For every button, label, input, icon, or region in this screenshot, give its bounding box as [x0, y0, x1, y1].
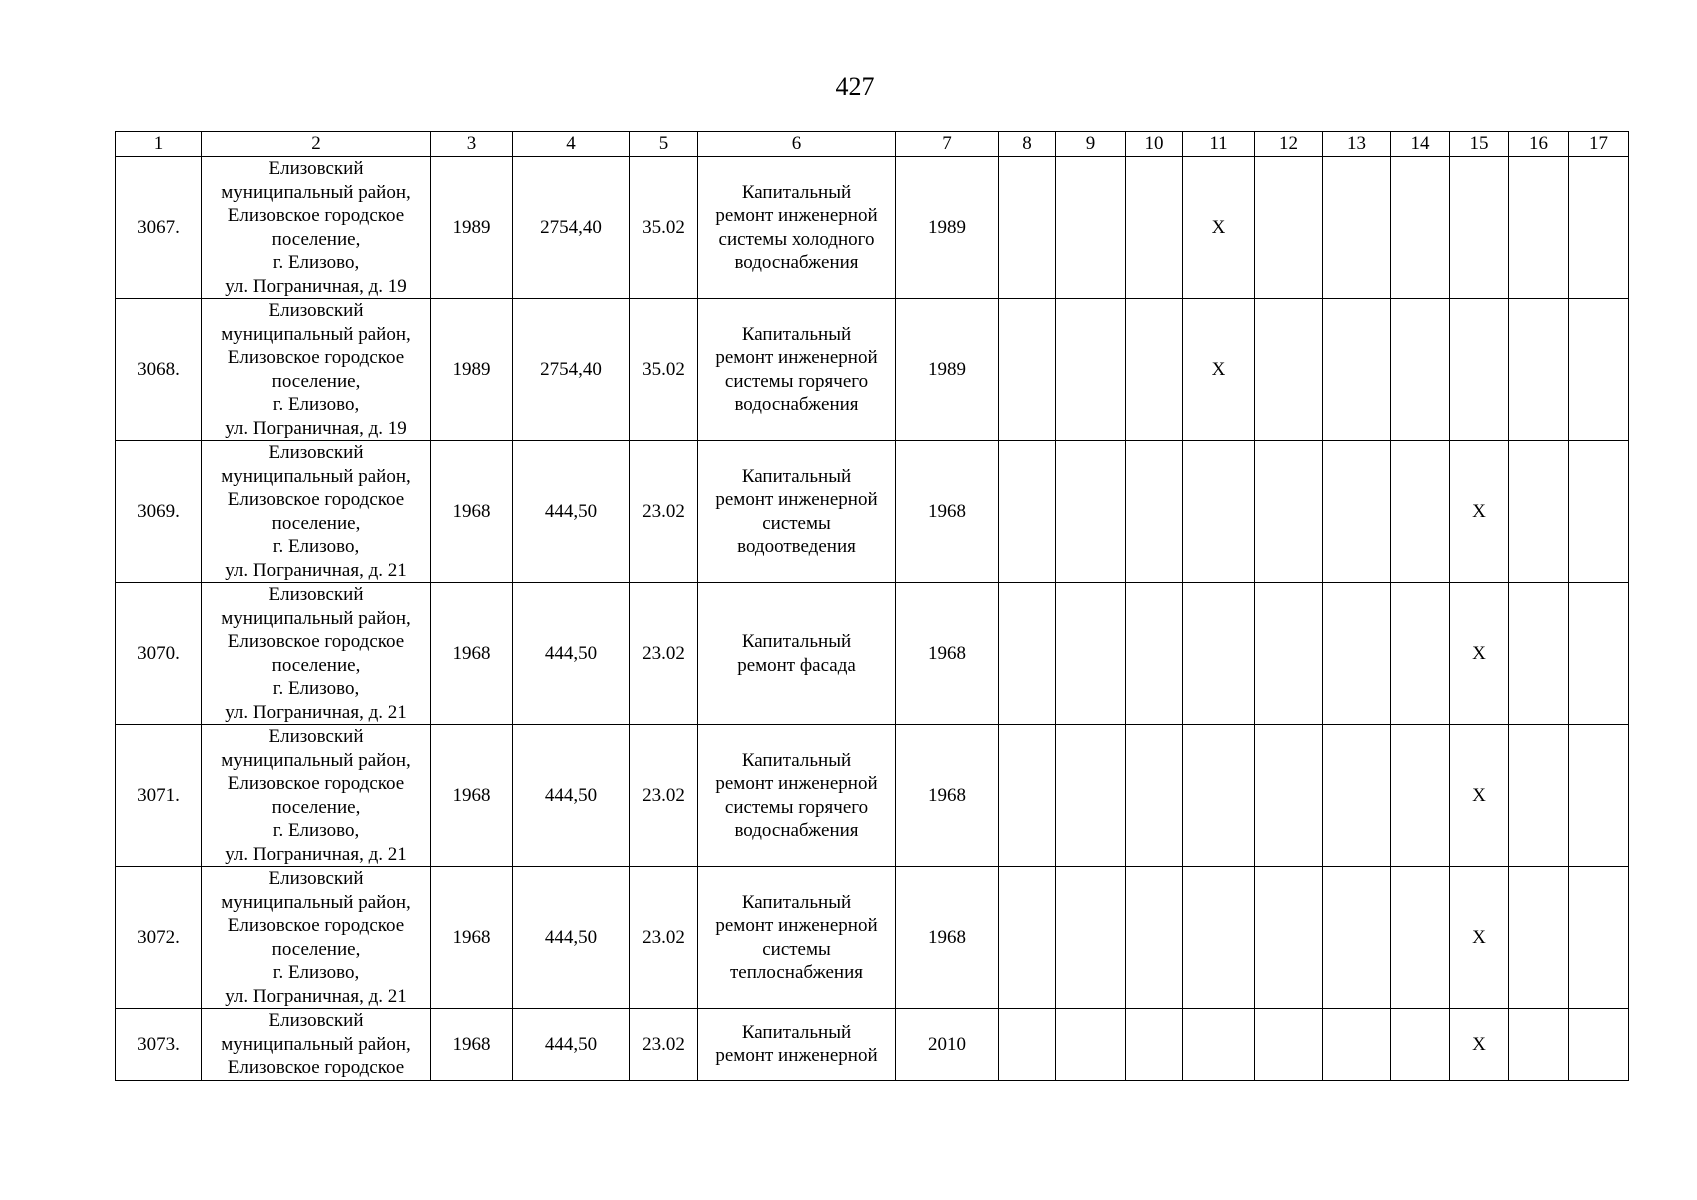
area-cell: 444,50: [513, 441, 630, 583]
mark-cell: [1569, 725, 1629, 867]
year-cell: 1968: [431, 867, 513, 1009]
address-cell: Елизовский муниципальный район, Елизовское городское поселение, г. Елизово, ул. Пограничная, д. 21: [202, 867, 431, 1009]
mark-cell: [1391, 157, 1450, 299]
year-cell: 1989: [431, 157, 513, 299]
code-cell: 23.02: [630, 583, 698, 725]
page-number: 427: [835, 72, 875, 101]
mark-cell: [1509, 583, 1569, 725]
mark-cell: X: [1450, 867, 1509, 1009]
column-header: 8: [999, 132, 1056, 157]
year-cell: 1968: [431, 725, 513, 867]
table-row: [116, 299, 1629, 441]
mark-cell: [1569, 441, 1629, 583]
mark-cell: [1391, 725, 1450, 867]
mark-cell: [1450, 157, 1509, 299]
column-header: 1: [116, 132, 202, 157]
table-row: [116, 157, 1629, 299]
year-cell: 1968: [431, 1009, 513, 1081]
mark-cell: [1056, 157, 1126, 299]
work-type-cell: Капитальный ремонт инженерной системы теплоснабжения: [698, 867, 896, 1009]
mark-cell: [1450, 299, 1509, 441]
column-header: 6: [698, 132, 896, 157]
mark-cell: [1056, 441, 1126, 583]
mark-cell: [1183, 441, 1255, 583]
mark-cell: [1183, 867, 1255, 1009]
year-cell: 1968: [896, 867, 999, 1009]
work-type-cell: Капитальный ремонт инженерной системы холодного водоснабжения: [698, 157, 896, 299]
mark-cell: X: [1183, 299, 1255, 441]
address-cell: Елизовский муниципальный район, Елизовское городское поселение, г. Елизово, ул. Пограничная, д. 19: [202, 157, 431, 299]
work-type-cell: Капитальный ремонт инженерной: [698, 1009, 896, 1081]
mark-cell: X: [1450, 583, 1509, 725]
column-header: 9: [1056, 132, 1126, 157]
mark-cell: [1255, 867, 1323, 1009]
area-cell: 2754,40: [513, 299, 630, 441]
mark-cell: [1056, 867, 1126, 1009]
mark-cell: [999, 1009, 1056, 1081]
area-cell: 444,50: [513, 867, 630, 1009]
area-cell: 2754,40: [513, 157, 630, 299]
mark-cell: [999, 867, 1056, 1009]
column-header: 16: [1509, 132, 1569, 157]
address-cell: Елизовский муниципальный район, Елизовское городское поселение, г. Елизово, ул. Пограничная, д. 21: [202, 725, 431, 867]
mark-cell: [1255, 583, 1323, 725]
mark-cell: [1056, 583, 1126, 725]
code-cell: 23.02: [630, 1009, 698, 1081]
column-header: 14: [1391, 132, 1450, 157]
mark-cell: [999, 441, 1056, 583]
mark-cell: [1126, 583, 1183, 725]
mark-cell: [1056, 725, 1126, 867]
table-row: [116, 441, 1629, 583]
year-cell: 1989: [896, 299, 999, 441]
mark-cell: [1509, 157, 1569, 299]
row-number: 3068.: [116, 299, 202, 441]
mark-cell: [999, 299, 1056, 441]
row-number: 3073.: [116, 1009, 202, 1081]
column-number-header-row: [116, 132, 1629, 157]
mark-cell: X: [1183, 157, 1255, 299]
mark-cell: [1183, 1009, 1255, 1081]
mark-cell: [1323, 157, 1391, 299]
mark-cell: [1126, 867, 1183, 1009]
mark-cell: [1183, 725, 1255, 867]
mark-cell: X: [1450, 1009, 1509, 1081]
mark-cell: [1391, 441, 1450, 583]
mark-cell: [1126, 157, 1183, 299]
mark-cell: [1126, 725, 1183, 867]
year-cell: 1968: [431, 441, 513, 583]
address-cell: Елизовский муниципальный район, Елизовское городское поселение, г. Елизово, ул. Пограничная, д. 19: [202, 299, 431, 441]
area-cell: 444,50: [513, 583, 630, 725]
column-header: 17: [1569, 132, 1629, 157]
column-header: 11: [1183, 132, 1255, 157]
row-number: 3069.: [116, 441, 202, 583]
mark-cell: [999, 725, 1056, 867]
year-cell: 1989: [431, 299, 513, 441]
row-number: 3067.: [116, 157, 202, 299]
mark-cell: [1569, 867, 1629, 1009]
column-header: 13: [1323, 132, 1391, 157]
mark-cell: [1323, 583, 1391, 725]
mark-cell: [1323, 867, 1391, 1009]
table-row: [116, 583, 1629, 725]
column-header: 5: [630, 132, 698, 157]
mark-cell: [1509, 441, 1569, 583]
mark-cell: [1126, 441, 1183, 583]
year-cell: 1968: [431, 583, 513, 725]
mark-cell: [999, 157, 1056, 299]
mark-cell: [1056, 299, 1126, 441]
mark-cell: [1391, 299, 1450, 441]
code-cell: 23.02: [630, 867, 698, 1009]
area-cell: 444,50: [513, 1009, 630, 1081]
mark-cell: [1323, 441, 1391, 583]
mark-cell: [1569, 583, 1629, 725]
mark-cell: [1509, 1009, 1569, 1081]
address-cell: Елизовский муниципальный район, Елизовское городское поселение, г. Елизово, ул. Пограничная, д. 21: [202, 583, 431, 725]
code-cell: 23.02: [630, 725, 698, 867]
column-header: 7: [896, 132, 999, 157]
mark-cell: [1255, 441, 1323, 583]
mark-cell: [1391, 867, 1450, 1009]
mark-cell: X: [1450, 725, 1509, 867]
mark-cell: [1509, 725, 1569, 867]
mark-cell: [1391, 583, 1450, 725]
mark-cell: [1126, 1009, 1183, 1081]
mark-cell: [1126, 299, 1183, 441]
column-header: 3: [431, 132, 513, 157]
code-cell: 35.02: [630, 299, 698, 441]
table-row: [116, 725, 1629, 867]
area-cell: 444,50: [513, 725, 630, 867]
mark-cell: [1255, 1009, 1323, 1081]
code-cell: 23.02: [630, 441, 698, 583]
mark-cell: [999, 583, 1056, 725]
row-number: 3070.: [116, 583, 202, 725]
mark-cell: [1569, 299, 1629, 441]
column-header: 2: [202, 132, 431, 157]
row-number: 3072.: [116, 867, 202, 1009]
code-cell: 35.02: [630, 157, 698, 299]
work-type-cell: Капитальный ремонт инженерной системы горячего водоснабжения: [698, 725, 896, 867]
row-number: 3071.: [116, 725, 202, 867]
mark-cell: [1509, 867, 1569, 1009]
work-type-cell: Капитальный ремонт инженерной системы водоотведения: [698, 441, 896, 583]
year-cell: 1968: [896, 725, 999, 867]
column-header: 15: [1450, 132, 1509, 157]
year-cell: 1968: [896, 441, 999, 583]
repair-schedule-table: [115, 131, 1629, 1081]
mark-cell: [1569, 1009, 1629, 1081]
mark-cell: [1323, 299, 1391, 441]
mark-cell: [1569, 157, 1629, 299]
mark-cell: X: [1450, 441, 1509, 583]
mark-cell: [1255, 299, 1323, 441]
mark-cell: [1391, 1009, 1450, 1081]
year-cell: 2010: [896, 1009, 999, 1081]
mark-cell: [1323, 725, 1391, 867]
column-header: 4: [513, 132, 630, 157]
mark-cell: [1183, 583, 1255, 725]
work-type-cell: Капитальный ремонт фасада: [698, 583, 896, 725]
mark-cell: [1255, 725, 1323, 867]
work-type-cell: Капитальный ремонт инженерной системы горячего водоснабжения: [698, 299, 896, 441]
address-cell: Елизовский муниципальный район, Елизовское городское: [202, 1009, 431, 1081]
mark-cell: [1509, 299, 1569, 441]
table-row: [116, 867, 1629, 1009]
year-cell: 1989: [896, 157, 999, 299]
mark-cell: [1255, 157, 1323, 299]
year-cell: 1968: [896, 583, 999, 725]
mark-cell: [1323, 1009, 1391, 1081]
address-cell: Елизовский муниципальный район, Елизовское городское поселение, г. Елизово, ул. Пограничная, д. 21: [202, 441, 431, 583]
mark-cell: [1056, 1009, 1126, 1081]
column-header: 10: [1126, 132, 1183, 157]
column-header: 12: [1255, 132, 1323, 157]
table-row: [116, 1009, 1629, 1081]
